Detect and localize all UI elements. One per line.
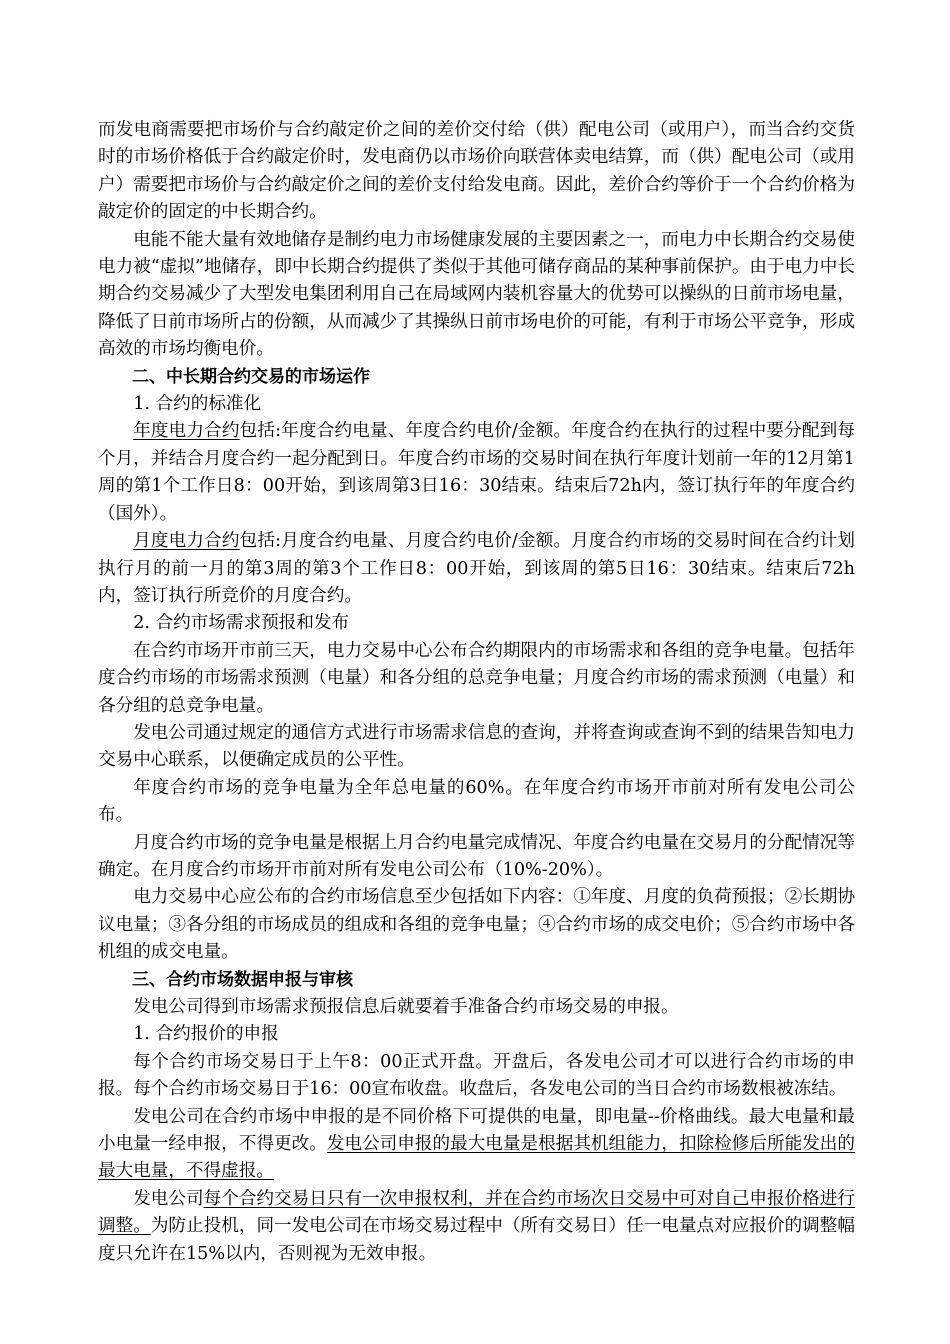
section-heading-3: 三、合约市场数据申报与审核: [132, 969, 353, 990]
paragraph-demand-publish: 在合约市场开市前三天，电力交易中心公布合约期限内的市场需求和各组的竞争电量。包括年度合约市场的市场需求预测（电量）和各分组的总竞争电量；月度合约市场的需求预测（电量）和各分组的总竞争电量。: [98, 640, 855, 716]
paragraph-monthly-contract-text: 包括:月度合约电量、月度合约电价/金额。月度合约市场的交易时间在合约计划执行月的前一月的第3周的第3个工作日8：00开始，到该周的第5日16：30结束。结束后72h内，签订执行所竞价的月度合约。: [98, 531, 855, 606]
paragraph-quantity-price-curve: [98, 1104, 855, 1186]
paragraph-annual-contract-text: 包括:年度合约电量、年度合约电价/金额。年度合约在执行的过程中要分配到每个月，并结合月度合约一起分配到日。年度合约市场的交易时间在执行年度计划前一年的12月第1周的第1个工作日8：00开始，到该周第3日16：30结束。结束后72h内，签订执行年的年度合约（国外）。: [98, 421, 855, 524]
paragraph-info-query: 发电公司通过规定的通信方式进行市场需求信息的查询，并将查询或查询不到的结果告知电力交易中心联系，以便确定成员的公平性。: [98, 722, 855, 771]
paragraph-market-info-list: 电力交易中心应公布的合约市场信息至少包括如下内容：①年度、月度的负荷预报；②长期协议电量；③各分组的市场成员的组成和各组的竞争电量；④合约市场的成交电价；⑤合约市场中各机组的成交电量。: [98, 887, 855, 963]
paragraph-adjust-pre: 发电公司: [133, 1188, 204, 1209]
paragraph-storage-virtual: 电能不能大量有效地储存是制约电力市场健康发展的主要因素之一，而电力中长期合约交易使电力被“虚拟”地储存，即中长期合约提供了类似于其他可储存商品的某种事前保护。由于电力中长期合约交易减少了大型发电集团利用自己在局域网内装机容量大的优势可以操纵的日前市场电量，降低了日前市场所占的份额，从而减少了其操纵日前市场电价的可能，有利于市场公平竞争，形成高效的市场均衡电价。: [98, 229, 855, 360]
underlined-term-monthly: 月度电力合约: [133, 531, 240, 552]
paragraph-contract-for-difference: 而发电商需要把市场价与合约敲定价之间的差价交付给（供）配电公司（或用户），而当合约交货时的市场价格低于合约敲定价时，发电商仍以市场价向联营体卖电结算，而（供）配电公司（或用户）需要把市场价与合约敲定价之间的差价支付给发电商。因此，差价合约等价于一个合约价格为敲定价的固定的中长期合约。: [98, 120, 855, 223]
paragraph-curve-text: 发电公司在合约市场中申报的是不同价格下可提供的电量，即电量--价格曲线。最大电量和最小电量一经申报，不得更改。: [98, 1106, 855, 1155]
paragraph-trading-hours: 每个合约市场交易日于上午8：00正式开盘。开盘后，各发电公司才可以进行合约市场的申报。每个合约市场交易日于16：00宣布收盘。收盘后，各发电公司的当日合约市场数根被冻结。: [98, 1051, 855, 1100]
paragraph-monthly-share: 月度合约市场的竞争电量是根据上月合约电量完成情况、年度合约电量在交易月的分配情况等确定。在月度合约市场开市前对所有发电公司公布（10%-20%）。: [98, 832, 855, 880]
subheading-bid-declaration: 1. 合约报价的申报: [133, 1024, 279, 1045]
underlined-once-per-day: 每个合约交易日只有一次申报权利，并在合约市场次日交易中可对自己申报价格进行调整。: [98, 1188, 855, 1237]
underlined-max-capacity: 发电公司申报的最大电量是根据其机组能力，扣除检修后所能发出的最大电量，不得虚报。: [98, 1134, 855, 1182]
paragraph-annual-share: 年度合约市场的竞争电量为全年总电量的60%。在年度合约市场开市前对所有发电公司公布。: [98, 777, 855, 826]
section-heading-2: 二、中长期合约交易的市场运作: [132, 366, 370, 387]
paragraph-bid-adjustment: [98, 1186, 855, 1268]
subheading-demand-forecast: 2. 合约市场需求预报和发布: [133, 613, 350, 634]
paragraph-prepare-declaration: 发电公司得到市场需求预报信息后就要着手准备合约市场交易的申报。: [133, 997, 679, 1017]
underlined-term-annual: 年度电力合约: [133, 421, 240, 442]
paragraph-annual-contract: [98, 418, 855, 528]
subheading-standardization: 1. 合约的标准化: [133, 394, 262, 415]
paragraph-adjust-text: 为防止投机，同一发电公司在市场交易过程中（所有交易日）任一电量点对应报价的调整幅度只允许在15%以内，否则视为无效申报。: [98, 1216, 855, 1264]
paragraph-monthly-contract: [98, 528, 855, 610]
